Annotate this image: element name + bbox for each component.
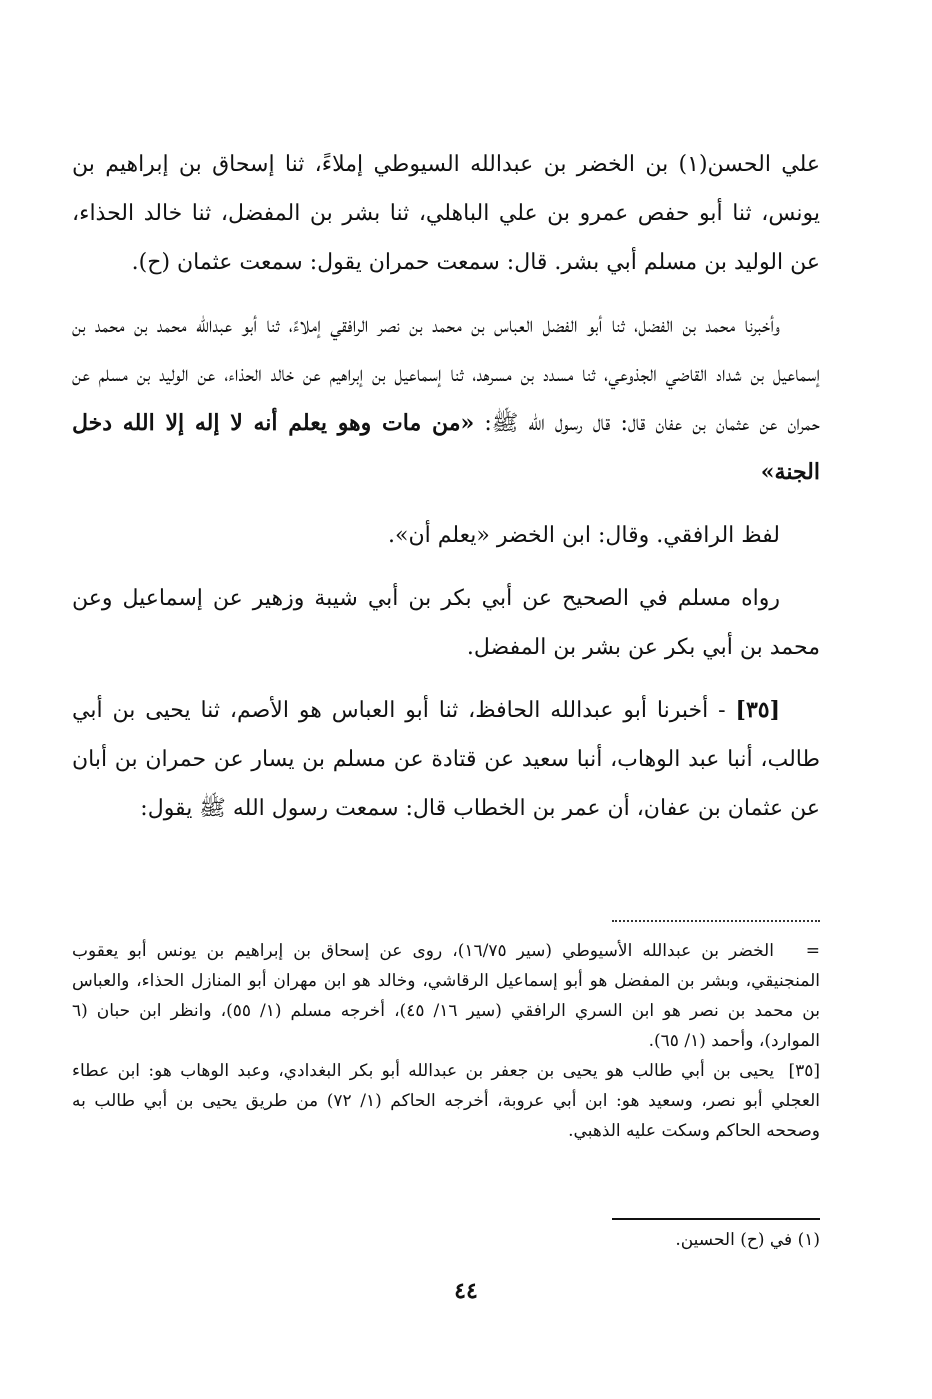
footnote: (١) في (ح) الحسين. bbox=[675, 1230, 820, 1250]
paragraph-3: لفظ الرافقي. وقال: ابن الخضر «يعلم أن». bbox=[387, 523, 780, 548]
page-number: ٤٤ bbox=[454, 1278, 478, 1304]
continuation-text: الخضر بن عبدالله الأسيوطي (سير ١٦/٧٥)، روى عن إسحاق بن إبراهيم بن يونس أبو يعقوب المنجنيقي، وبشر بن المفضل هو أبو إسماعيل الرقاشي، وخالد هو ابن مهران أبو المنازل الحذاء، والعباس بن محمد بن نصر هو ابن السري الرافقي (سير ١٦/ ٤٥)، أخرجه مسلم (١/ ٥٥)، وانظر ابن حبان (٦ الموارد)، وأحمد (١/ ٦٥). bbox=[72, 941, 820, 1051]
paragraph-5-text: - أخبرنا أبو عبدالله الحافظ، ثنا أبو العباس هو الأصم، ثنا يحيى بن أبي طالب، أنبا عبد الوهاب، أنبا سعيد عن قتادة عن مسلم بن يسار عن حمران بن أبان عن عثمان بن عفان، أن عمر بن الخطاب قال: سمعت رسول الله ﷺ يقول: bbox=[72, 698, 820, 821]
footnote-separator bbox=[612, 1218, 820, 1220]
hadith-number: [٣٥] bbox=[735, 697, 780, 723]
paragraph-5 bbox=[72, 686, 820, 833]
hadith-quote: «من مات وهو يعلم أنه لا إله إلا الله دخل الجنة» bbox=[72, 410, 820, 485]
paragraph-2-text: وأخبرنا محمد بن الفضل، ثنا أبو الفضل العباس بن محمد بن نصر الرافقي إملاءً، ثنا أبو عبدالله محمد بن محمد بن إسماعيل بن شداد القاضي الجذوعي، ثنا مسدد بن مسرهد، ثنا إسماعيل بن إبراهيم عن خالد الحذاء، عن الوليد بن مسلم عن حمران عن عثمان بن عفان قال: قال رسول الله ﷺ: bbox=[72, 313, 820, 436]
main-text bbox=[72, 140, 820, 847]
notes-section bbox=[72, 936, 820, 1146]
paragraph-1: علي الحسن(١) بن الخضر بن عبدالله السيوطي إملاءً، ثنا إسحاق بن إبراهيم بن يونس، ثنا أبو حفص عمرو بن علي الباهلي، ثنا بشر بن المفضل، ثنا خالد الحذاء، عن الوليد بن مسلم أبي بشر. قال: سمعت حمران يقول: سمعت عثمان (ح). bbox=[72, 152, 820, 275]
paragraph-4: رواه مسلم في الصحيح عن أبي بكر بن أبي شيبة وزهير عن إسماعيل وعن محمد بن أبي بكر عن بشر بن المفضل. bbox=[72, 586, 820, 660]
note-35-label: [٣٥] bbox=[788, 1061, 821, 1081]
notes-separator bbox=[612, 920, 820, 922]
note-35-text: يحيى بن أبي طالب هو يحيى بن جعفر بن عبدالله أبو بكر البغدادي، وعبد الوهاب هو: ابن عطاء العجلي أبو نصر، وسعيد هو: ابن أبي عروبة، أخرجه الحاكم (١/ ٧٢) من طريق يحيى بن أبي طالب به وصححه الحاكم وسكت عليه الذهبي. bbox=[72, 1061, 820, 1141]
continuation-marker: = bbox=[805, 941, 820, 961]
note-35 bbox=[72, 1056, 820, 1146]
paragraph-2 bbox=[72, 301, 820, 497]
note-continuation bbox=[72, 936, 820, 1056]
